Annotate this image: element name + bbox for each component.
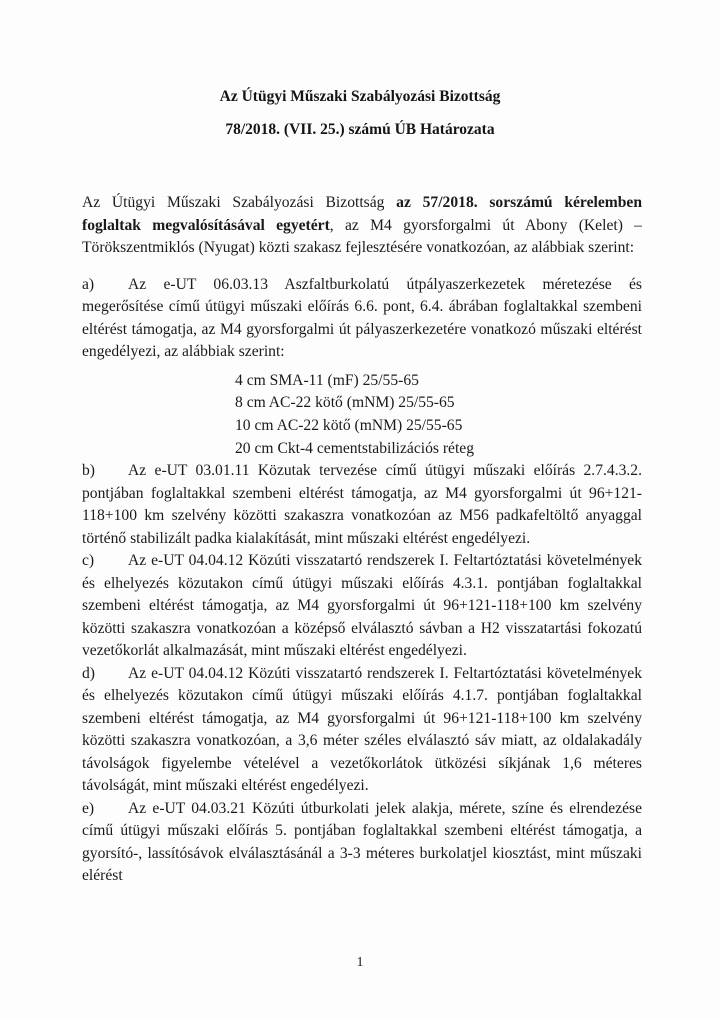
item-text: Az e-UT 06.03.13 Aszfaltburkolatú útpályaszerkezetek méretezése és megerősítése című útügyi műszaki előírás 6.6. pont, 6.4. ábrában foglaltakkal szembeni eltérést támogatja, az M4 gyorsforgalmi út pályaszerkezetére vonatkozó műszaki eltérést engedélyezi, az alábbiak szerint: xyxy=(82,275,642,360)
item-marker: b) xyxy=(82,462,95,480)
page-number: 1 xyxy=(356,955,364,970)
item-text: Az e-UT 04.04.12 Közúti visszatartó rendszerek I. Feltartóztatási követelmények és elhelyezés közutakon című útügyi műszaki előírás 4.3.1. pontjában foglaltakkal szembeni eltérést támogatja, az M4 gyorsforgalmi út 96+121-118+100 km szelvény közötti szakaszra vonatkozóan a középső elválasztó sávban a H2 visszatartási fokozatú vezetőkorlát alkalmazását, mint műszaki eltérést engedélyezi. xyxy=(82,552,642,660)
document-title: Az Útügyi Műszaki Szabályozási Bizottság xyxy=(219,88,501,105)
list-item-c xyxy=(82,550,642,663)
document-body xyxy=(82,192,642,888)
item-text: Az e-UT 03.01.11 Közutak tervezése című útügyi műszaki előírás 2.7.4.3.2. pontjában foglaltakkal szembeni eltérést támogatja, az M4 gyorsforgalmi út 96+121-118+100 km szelvény közötti szakaszra vonatkozóan az M56 padkafeltöltő anyaggal történő stabilizált padka kialakítását, mint műszaki eltérést engedélyezi. xyxy=(82,462,642,547)
list-item-e xyxy=(82,798,642,888)
intro-text-end: , az M4 gyorsforgalmi út Abony (Kelet) – Törökszentmiklós (Nyugat) közti szakasz fejlesztésére vonatkozóan, az alábbiak szerint: xyxy=(82,216,642,256)
pavement-layer: 4 cm SMA-11 (mF) 25/55-65 xyxy=(235,371,419,389)
intro-bold-text: az 57/2018. sorszámú kérelemben foglaltak megvalósításával egyetért xyxy=(82,194,642,234)
intro-paragraph xyxy=(82,192,642,260)
pavement-layers-list xyxy=(82,370,642,461)
list-item-a xyxy=(82,274,642,461)
resolution-number: 78/2018. (VII. 25.) számú ÚB Határozata xyxy=(225,121,495,138)
item-marker: a) xyxy=(82,275,95,293)
pavement-layer: 8 cm AC-22 kötő (mNM) 25/55-65 xyxy=(235,394,455,412)
pavement-layer: 20 cm Ckt-4 cementstabilizációs réteg xyxy=(235,439,475,457)
pavement-layer: 10 cm AC-22 kötő (mNM) 25/55-65 xyxy=(235,416,463,434)
item-marker: c) xyxy=(82,552,95,570)
intro-text-start: Az Útügyi Műszaki Szabályozási Bizottság xyxy=(82,194,397,211)
item-marker: d) xyxy=(82,664,95,682)
item-text: Az e-UT 04.03.21 Közúti útburkolati jelek alakja, mérete, színe és elrendezése című útügyi műszaki előírás 5. pontjában foglaltakkal szembeni eltérést támogatja, a gyorsító-, lassítósávok elválasztásánál a 3-3 méteres burkolatjel kiosztást, mint műszaki elérést xyxy=(82,799,642,885)
item-marker: e) xyxy=(82,799,95,817)
item-text: Az e-UT 04.04.12 Közúti visszatartó rendszerek I. Feltartóztatási követelmények és elhelyezés közutakon című útügyi műszaki előírás 4.1.7. pontjában foglaltakkal szembeni eltérést támogatja, az M4 gyorsforgalmi út 96+121-118+100 km szelvény közötti szakaszra vonatkozóan, a 3,6 méter széles elválasztó sáv miatt, az oldalakadály távolságok figyelembe vételével a vezetőkorlátok ütközési síkjának 1,6 méteres távolságát, mint műszaki eltérést engedélyezi. xyxy=(82,664,642,795)
list-item-b xyxy=(82,460,642,550)
list-item-d xyxy=(82,663,642,798)
